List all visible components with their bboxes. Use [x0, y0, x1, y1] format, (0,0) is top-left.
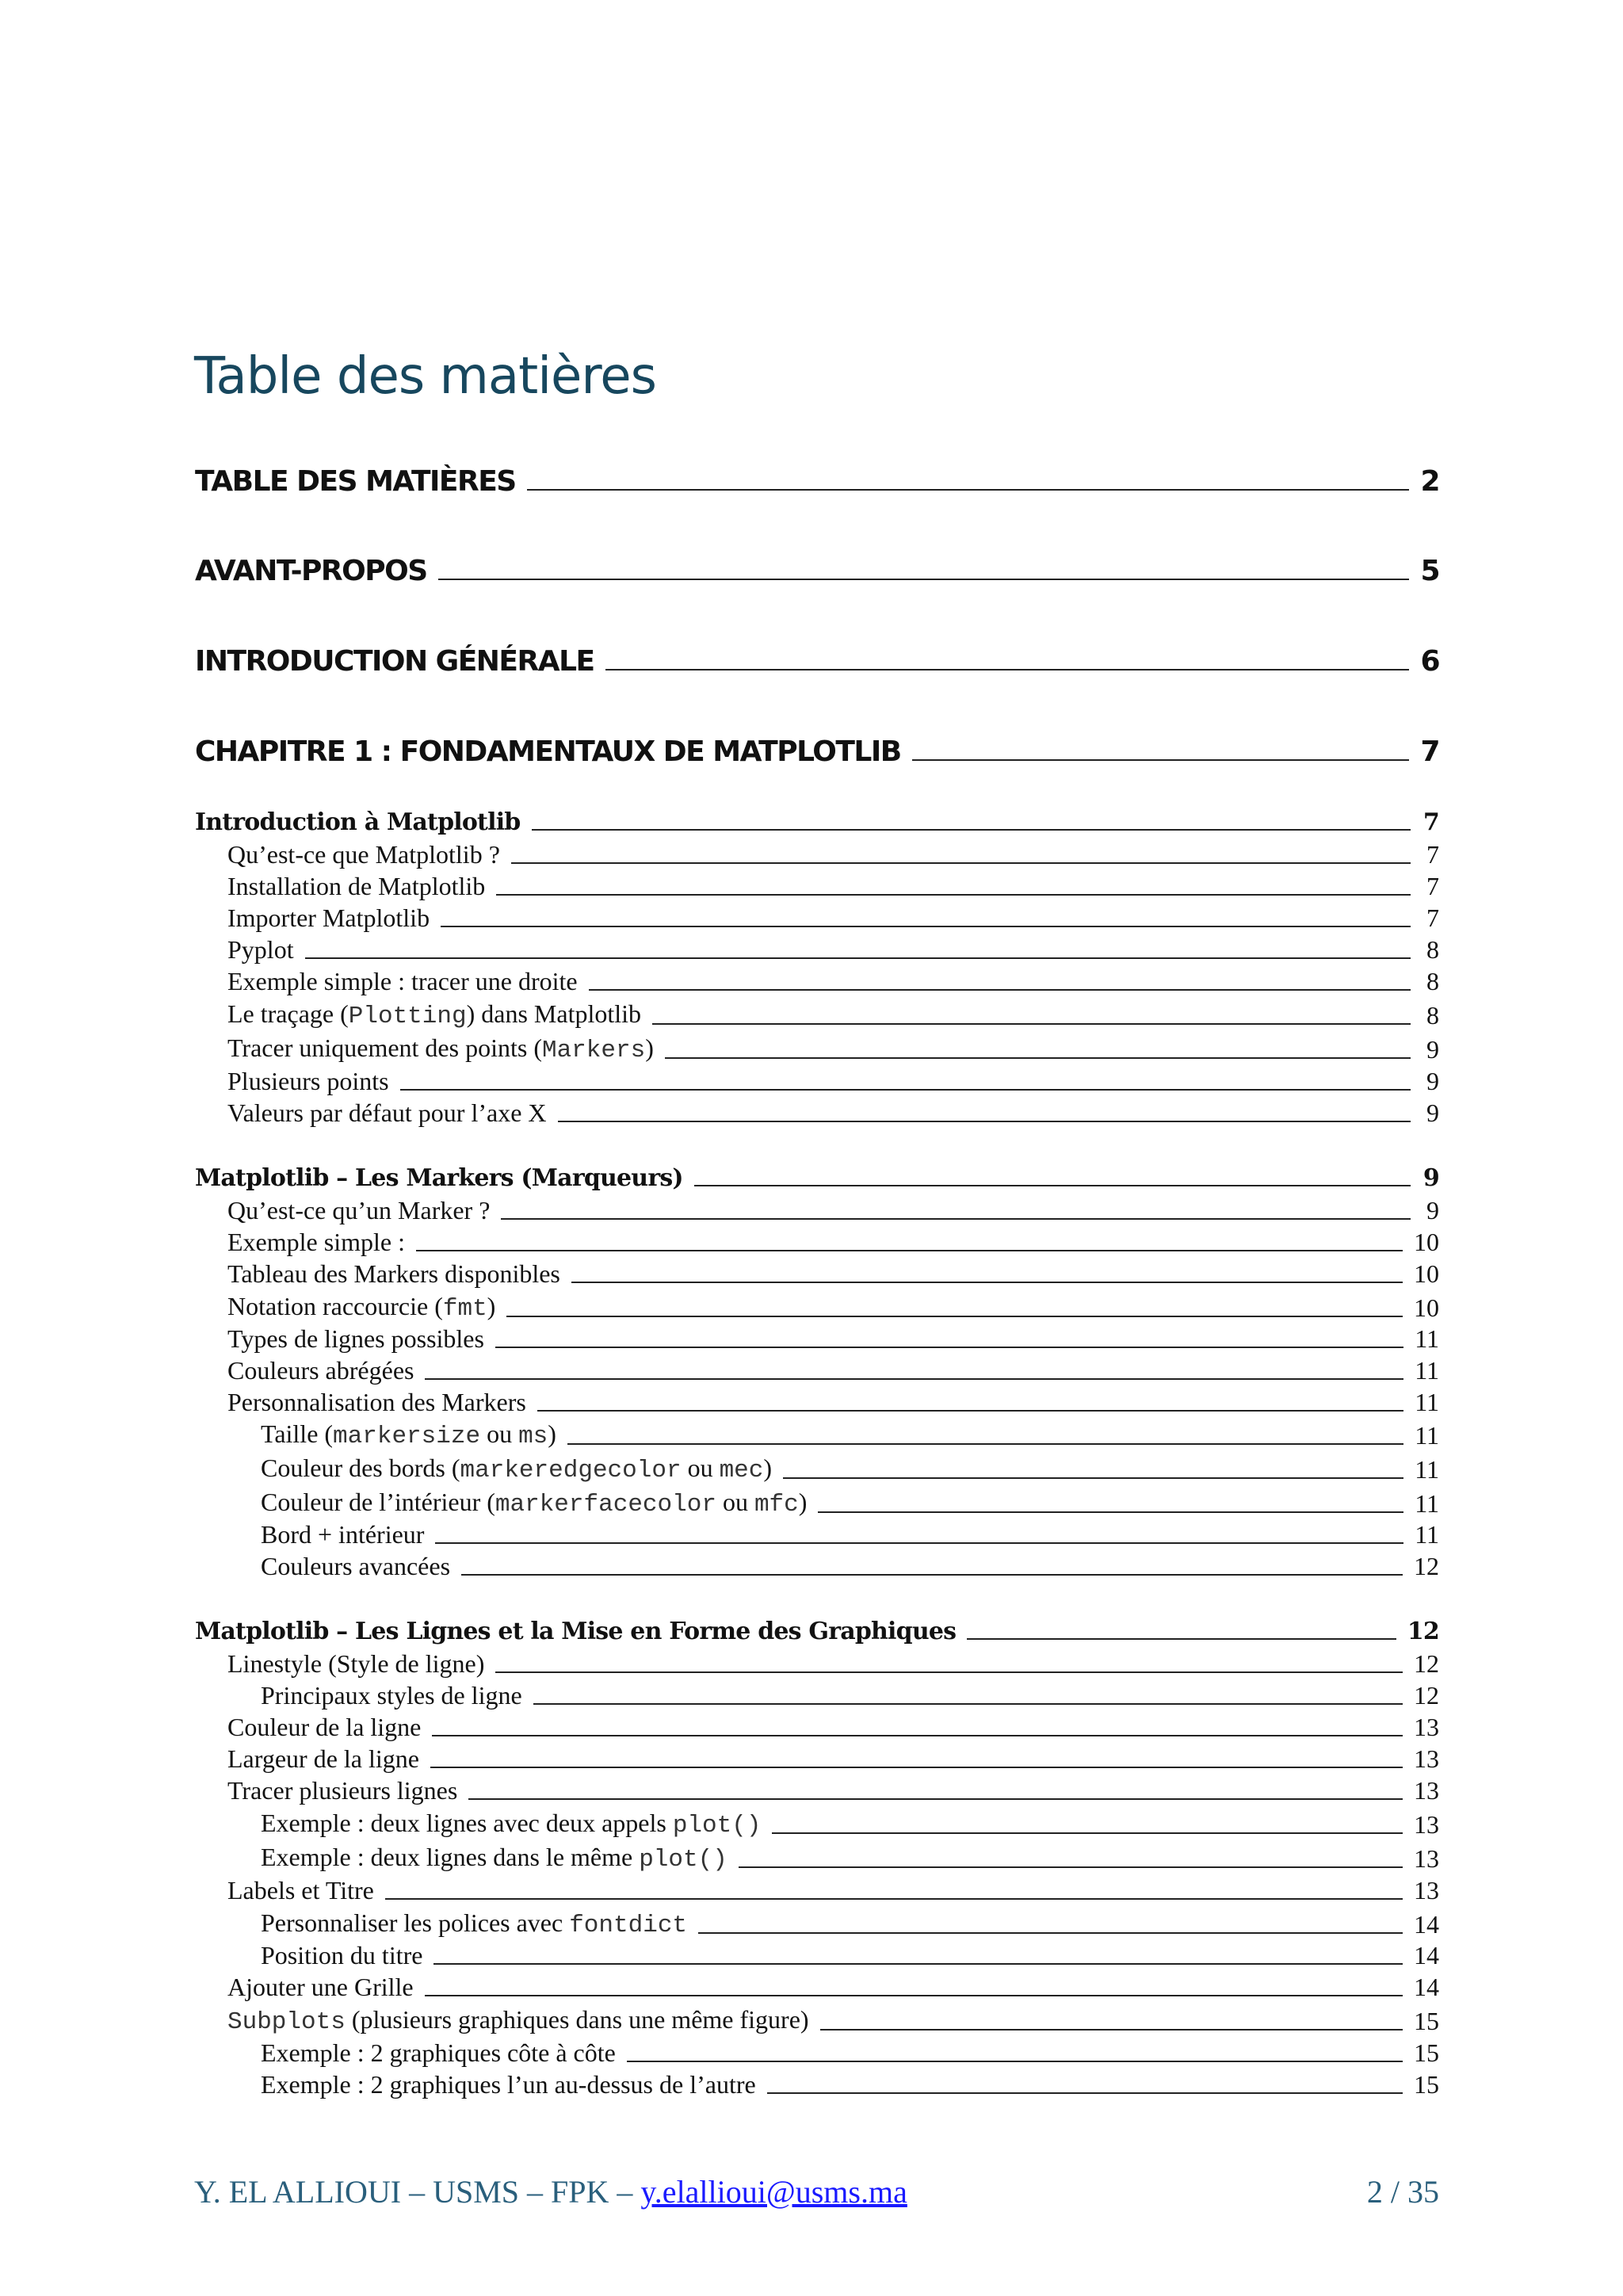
- toc-leader: [532, 829, 1411, 831]
- toc-label: Couleurs avancées: [261, 1552, 451, 1580]
- toc-page: 9: [1426, 1035, 1439, 1064]
- toc-leader: [627, 2061, 1403, 2062]
- toc-entry[interactable]: [261, 1488, 1439, 1519]
- toc-page: 9: [1426, 1067, 1439, 1095]
- code-term: fmt: [442, 1295, 487, 1323]
- toc-entry[interactable]: [261, 1681, 1439, 1710]
- toc-leader: [501, 1218, 1411, 1220]
- toc-title: Table des matières: [194, 347, 656, 406]
- toc-entry[interactable]: [261, 1809, 1439, 1839]
- toc-leader: [430, 1767, 1403, 1768]
- toc-label: Principaux styles de ligne: [261, 1681, 522, 1710]
- toc-page: 7: [1420, 735, 1439, 768]
- toc-leader: [912, 759, 1410, 761]
- toc-entry[interactable]: [261, 1552, 1439, 1581]
- toc-leader: [435, 1542, 1403, 1544]
- toc-label: Position du titre: [261, 1941, 423, 1969]
- toc-entry-major[interactable]: [195, 735, 1439, 768]
- toc-entry[interactable]: [227, 904, 1439, 933]
- toc-entry-major[interactable]: [195, 645, 1439, 678]
- toc-label: Tableau des Markers disponibles: [227, 1259, 560, 1288]
- toc-label: Exemple simple : tracer une droite: [227, 967, 578, 995]
- toc-leader: [425, 1995, 1403, 1996]
- toc-entry[interactable]: [227, 1033, 1439, 1064]
- toc-leader: [495, 1671, 1403, 1673]
- toc-entry[interactable]: [261, 1419, 1439, 1450]
- toc-page: 2: [1420, 465, 1439, 498]
- toc-leader: [558, 1121, 1411, 1122]
- toc-page: 11: [1415, 1489, 1439, 1518]
- toc-entry[interactable]: [227, 1196, 1439, 1225]
- toc-page: 7: [1426, 904, 1439, 932]
- toc-leader: [605, 669, 1410, 670]
- toc-entry[interactable]: [261, 2070, 1439, 2099]
- toc-leader: [495, 1347, 1403, 1348]
- code-term: mec: [719, 1457, 764, 1484]
- toc-label: Installation de Matplotlib: [227, 872, 486, 900]
- toc-label: Labels et Titre: [227, 1876, 374, 1904]
- toc-leader: [305, 957, 1411, 959]
- toc-label: Types de lignes possibles: [227, 1324, 484, 1353]
- toc-label: Exemple : 2 graphiques côte à côte: [261, 2038, 616, 2067]
- toc-entry[interactable]: [227, 999, 1439, 1030]
- toc-entry[interactable]: [261, 1941, 1439, 1970]
- toc-page: 13: [1414, 1744, 1439, 1773]
- toc-leader: [589, 989, 1411, 991]
- toc-page: 11: [1415, 1421, 1439, 1450]
- toc-leader: [416, 1250, 1403, 1251]
- toc-label: Personnaliser les polices avec fontdict: [261, 1908, 688, 1939]
- toc-leader: [511, 862, 1411, 864]
- toc-label: INTRODUCTION GÉNÉRALE: [195, 645, 594, 678]
- toc-label: Qu’est-ce qu’un Marker ?: [227, 1196, 491, 1224]
- code-term: plot(): [639, 1846, 727, 1874]
- footer-page-number: 2 / 35: [1366, 2174, 1439, 2210]
- toc-leader: [652, 1023, 1411, 1025]
- toc-label: Importer Matplotlib: [227, 904, 430, 932]
- toc-leader: [400, 1089, 1411, 1091]
- code-term: Subplots: [227, 2008, 346, 2036]
- toc-label: Exemple : deux lignes dans le même plot(): [261, 1843, 727, 1874]
- toc-entry[interactable]: [227, 967, 1439, 996]
- toc-page: 12: [1414, 1552, 1439, 1580]
- toc-entry[interactable]: [227, 840, 1439, 869]
- toc-leader: [767, 2092, 1403, 2094]
- toc-label: Exemple : 2 graphiques l’un au-dessus de l’autre: [261, 2070, 756, 2099]
- toc-label: Pyplot: [227, 935, 294, 964]
- toc-label: CHAPITRE 1 : FONDAMENTAUX DE MATPLOTLIB: [195, 735, 901, 768]
- toc-leader: [441, 926, 1411, 927]
- toc-label: Valeurs par défaut pour l’axe X: [227, 1098, 547, 1127]
- toc-page: 9: [1423, 1164, 1439, 1192]
- toc-leader: [496, 894, 1411, 896]
- toc-entry-section[interactable]: [195, 1164, 1439, 1192]
- toc-leader: [425, 1378, 1403, 1380]
- toc-entry[interactable]: [227, 1876, 1439, 1905]
- toc-page: 6: [1420, 645, 1439, 678]
- toc-page: 7: [1426, 872, 1439, 900]
- toc-leader: [432, 1735, 1403, 1736]
- toc-entry[interactable]: [227, 935, 1439, 965]
- toc-leader: [533, 1703, 1403, 1705]
- toc-page: 10: [1414, 1293, 1439, 1322]
- toc-entry[interactable]: [261, 1843, 1439, 1874]
- toc-leader: [385, 1898, 1403, 1900]
- toc-entry[interactable]: [227, 1388, 1439, 1417]
- toc-page: 10: [1414, 1259, 1439, 1288]
- toc-label: Subplots (plusieurs graphiques dans une même figure): [227, 2005, 809, 2036]
- toc-label: Couleur de la ligne: [227, 1713, 422, 1741]
- toc-page: 11: [1415, 1356, 1439, 1385]
- toc-page: 13: [1414, 1876, 1439, 1904]
- page-footer: [194, 2173, 1439, 2210]
- code-term: markeredgecolor: [460, 1457, 682, 1484]
- toc-page: 14: [1414, 1910, 1439, 1939]
- toc-entry-major[interactable]: [195, 555, 1439, 587]
- toc-leader: [527, 489, 1410, 491]
- toc-label: Taille (markersize ou ms): [261, 1419, 556, 1450]
- code-term: plot(): [672, 1812, 762, 1839]
- toc-entry[interactable]: [227, 1292, 1439, 1323]
- code-term: markerfacecolor: [495, 1491, 716, 1519]
- toc-page: 14: [1414, 1941, 1439, 1969]
- toc-label: Plusieurs points: [227, 1067, 389, 1095]
- toc-entry-major[interactable]: [195, 465, 1439, 498]
- toc-entry[interactable]: [227, 1744, 1439, 1774]
- toc-entry[interactable]: [261, 2038, 1439, 2068]
- toc-leader: [783, 1477, 1403, 1479]
- toc-entry[interactable]: [227, 1259, 1439, 1289]
- toc-leader: [820, 2029, 1403, 2030]
- toc-page: 12: [1414, 1681, 1439, 1710]
- toc-entry[interactable]: [227, 1356, 1439, 1385]
- toc-label: Personnalisation des Markers: [227, 1388, 526, 1416]
- toc-leader: [506, 1316, 1403, 1317]
- toc-page: 12: [1407, 1618, 1439, 1645]
- toc-entry[interactable]: [227, 872, 1439, 901]
- toc-page: 9: [1426, 1098, 1439, 1127]
- toc-page: 15: [1414, 2038, 1439, 2067]
- toc-page: 8: [1426, 967, 1439, 995]
- toc-leader: [537, 1410, 1403, 1412]
- toc-page: 5: [1420, 555, 1439, 587]
- toc-entry[interactable]: [227, 1776, 1439, 1805]
- toc-leader: [438, 579, 1410, 580]
- toc-label: Couleurs abrégées: [227, 1356, 414, 1385]
- code-term: mfc: [754, 1491, 799, 1519]
- toc-page: 15: [1414, 2007, 1439, 2035]
- toc-label: Tracer plusieurs lignes: [227, 1776, 458, 1805]
- toc-entry[interactable]: [227, 1324, 1439, 1354]
- toc-label: Linestyle (Style de ligne): [227, 1649, 485, 1678]
- toc-label: Matplotlib – Les Lignes et la Mise en Forme des Graphiques: [195, 1618, 957, 1645]
- toc-leader: [567, 1443, 1403, 1445]
- toc-page: 13: [1414, 1844, 1439, 1873]
- toc-page: 8: [1426, 935, 1439, 964]
- toc-leader: [818, 1511, 1403, 1513]
- code-term: Plotting: [348, 1003, 467, 1030]
- toc-label: Qu’est-ce que Matplotlib ?: [227, 840, 500, 869]
- toc-page: 10: [1414, 1228, 1439, 1256]
- code-term: fontdict: [569, 1912, 688, 1939]
- toc-page: 11: [1415, 1455, 1439, 1484]
- toc-page: 9: [1426, 1196, 1439, 1224]
- toc-label: Largeur de la ligne: [227, 1744, 419, 1773]
- toc-label: Tracer uniquement des points (Markers): [227, 1033, 654, 1064]
- toc-leader: [698, 1932, 1403, 1934]
- toc-label: Couleur de l’intérieur (markerfacecolor ou mfc): [261, 1488, 808, 1519]
- toc-label: AVANT-PROPOS: [195, 555, 427, 587]
- toc-page: 8: [1426, 1001, 1439, 1030]
- toc-page: 11: [1415, 1324, 1439, 1353]
- toc-label: Notation raccourcie (fmt): [227, 1292, 496, 1323]
- toc-leader: [967, 1638, 1396, 1640]
- toc-page: 15: [1414, 2070, 1439, 2099]
- toc-leader: [571, 1282, 1403, 1283]
- toc-leader: [433, 1963, 1403, 1965]
- toc-entry[interactable]: [227, 1067, 1439, 1096]
- toc-leader: [739, 1866, 1403, 1868]
- toc-label: Le traçage (Plotting) dans Matplotlib: [227, 999, 642, 1030]
- toc-label: Couleur des bords (markeredgecolor ou mec): [261, 1454, 773, 1484]
- toc-page: 7: [1426, 840, 1439, 869]
- toc-entry[interactable]: [261, 1454, 1439, 1484]
- toc-label: TABLE DES MATIÈRES: [195, 465, 516, 498]
- toc-entry[interactable]: [261, 1520, 1439, 1549]
- toc-entry[interactable]: [261, 1908, 1439, 1939]
- toc-entry[interactable]: [227, 1228, 1439, 1257]
- toc-label: Matplotlib – Les Markers (Marqueurs): [195, 1164, 683, 1192]
- footer-author: Y. EL ALLIOUI – USMS – FPK – y.elallioui@usms.ma: [194, 2174, 907, 2210]
- toc-page: 13: [1414, 1810, 1439, 1839]
- toc-label: Exemple simple :: [227, 1228, 405, 1256]
- code-term: ms: [518, 1423, 548, 1450]
- toc-page: 11: [1415, 1388, 1439, 1416]
- toc-entry-section[interactable]: [195, 808, 1439, 836]
- toc-label: Bord + intérieur: [261, 1520, 425, 1549]
- code-term: markersize: [333, 1423, 481, 1450]
- toc-page: 14: [1414, 1973, 1439, 2001]
- toc-page: 13: [1414, 1713, 1439, 1741]
- toc-entry[interactable]: [227, 1713, 1439, 1742]
- toc-entry[interactable]: [227, 2005, 1439, 2036]
- toc-leader: [665, 1057, 1411, 1059]
- toc-entry[interactable]: [227, 1649, 1439, 1679]
- toc-label: Ajouter une Grille: [227, 1973, 414, 2001]
- toc-page: 13: [1414, 1776, 1439, 1805]
- toc-label: Exemple : deux lignes avec deux appels plot(): [261, 1809, 762, 1839]
- toc-page: 7: [1423, 808, 1439, 836]
- toc-entry-section[interactable]: [195, 1618, 1439, 1645]
- code-term: Markers: [541, 1037, 646, 1064]
- toc-entry[interactable]: [227, 1973, 1439, 2002]
- footer-email-link[interactable]: y.elallioui@usms.ma: [640, 2174, 907, 2210]
- toc-leader: [468, 1798, 1403, 1800]
- toc-label: Introduction à Matplotlib: [195, 808, 521, 836]
- toc-leader: [772, 1832, 1403, 1834]
- toc-page: 11: [1415, 1520, 1439, 1549]
- toc-entry[interactable]: [227, 1098, 1439, 1128]
- toc-leader: [461, 1574, 1403, 1576]
- toc-page: 12: [1414, 1649, 1439, 1678]
- toc-leader: [694, 1185, 1411, 1186]
